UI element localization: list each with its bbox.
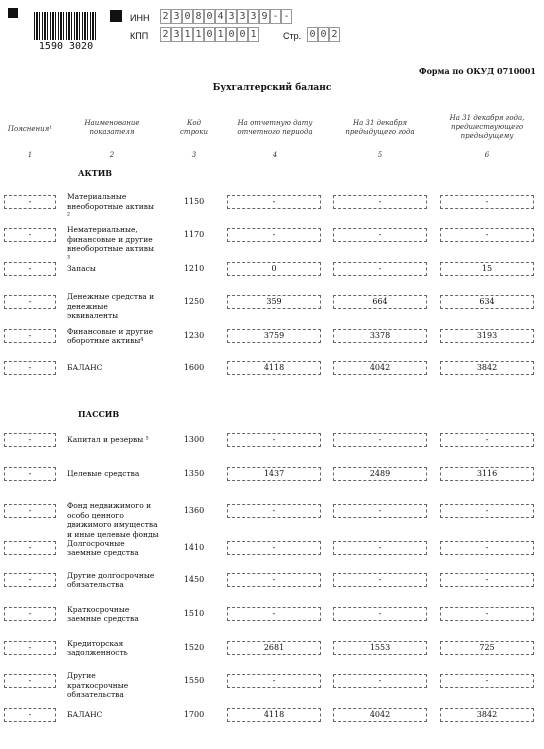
value-current: -: [227, 607, 321, 621]
row-name: Фонд недвижимого и особо ценного движимого имущества и иные целевые фонды: [67, 501, 159, 539]
row-name: Целевые средства: [67, 469, 140, 479]
row-code: 1510: [183, 609, 205, 618]
value-prev: -: [333, 228, 427, 242]
row-name: Запасы: [67, 264, 96, 274]
value-prev: 664: [333, 295, 427, 309]
row-code: 1250: [183, 297, 205, 306]
inn-digit: 0: [182, 9, 193, 24]
value-prev2: -: [440, 504, 534, 518]
col-header-notes: Пояснения¹: [7, 125, 53, 133]
note-cell: -: [4, 195, 56, 209]
row-name: Финансовые и другие оборотные активы⁴: [67, 326, 154, 345]
note-cell: -: [4, 607, 56, 621]
value-current: -: [227, 674, 321, 688]
row-code: 1230: [183, 331, 205, 340]
section-liabilities: ПАССИВ: [78, 409, 120, 419]
col-header-prev: На 31 декабря предыдущего года: [345, 119, 415, 136]
row-name: Капитал и резервы ⁵: [67, 435, 149, 445]
note-cell: -: [4, 504, 56, 518]
value-prev2: 634: [440, 295, 534, 309]
col-header-name: Наименование показателя: [84, 119, 140, 136]
value-prev2: -: [440, 674, 534, 688]
inn-digit: 2: [160, 9, 171, 24]
row-code: 1520: [183, 643, 205, 652]
value-prev: -: [333, 433, 427, 447]
value-current: 1437: [227, 467, 321, 481]
inn-digit: -: [270, 9, 281, 24]
value-prev2: -: [440, 573, 534, 587]
value-prev: -: [333, 674, 427, 688]
page-label: Стр.: [283, 31, 302, 41]
inn-digit: 3: [226, 9, 237, 24]
row-code: 1360: [183, 506, 205, 515]
kpp-digit: 0: [226, 27, 237, 42]
col-number-5: 5: [377, 151, 383, 159]
page-digit: 2: [329, 27, 340, 42]
corner-marker-right: [110, 10, 122, 22]
value-prev2: 3193: [440, 329, 534, 343]
value-prev: 1553: [333, 641, 427, 655]
row-code: 1210: [183, 264, 205, 273]
row-code: 1700: [183, 710, 205, 719]
inn-digit: 0: [204, 9, 215, 24]
col-header-prev2: На 31 декабря года, предшествующего предыдущему: [449, 114, 525, 140]
row-name: БАЛАНС: [67, 710, 103, 720]
value-prev: 4042: [333, 708, 427, 722]
row-code: 1410: [183, 543, 205, 552]
row-name: Другие долгосрочные обязательства: [67, 570, 155, 589]
col-number-3: 3: [191, 151, 197, 159]
inn-digit: 3: [171, 9, 182, 24]
note-cell: -: [4, 708, 56, 722]
value-prev: 2489: [333, 467, 427, 481]
kpp-digit: 0: [237, 27, 248, 42]
value-current: 2681: [227, 641, 321, 655]
value-current: 4118: [227, 708, 321, 722]
kpp-digit: 3: [171, 27, 182, 42]
value-prev2: 3116: [440, 467, 534, 481]
value-prev2: 15: [440, 262, 534, 276]
note-cell: -: [4, 329, 56, 343]
kpp-digit: 2: [160, 27, 171, 42]
col-number-1: 1: [27, 151, 33, 159]
col-header-code: Код строки: [180, 119, 208, 136]
value-current: 4118: [227, 361, 321, 375]
value-prev: -: [333, 607, 427, 621]
note-cell: -: [4, 573, 56, 587]
col-number-6: 6: [484, 151, 490, 159]
note-cell: -: [4, 467, 56, 481]
row-name: Долгосрочные заемные средства: [67, 538, 139, 557]
value-prev: 3378: [333, 329, 427, 343]
inn-digit: 8: [193, 9, 204, 24]
row-code: 1350: [183, 469, 205, 478]
value-prev2: 725: [440, 641, 534, 655]
row-name: Материальные внеоборотные активы ²: [67, 192, 154, 220]
value-current: 3759: [227, 329, 321, 343]
inn-digit: 3: [248, 9, 259, 24]
kpp-digit: 1: [215, 27, 226, 42]
corner-marker-left: [8, 8, 18, 18]
page-title: Бухгалтерский баланс: [212, 83, 332, 93]
note-cell: -: [4, 361, 56, 375]
value-current: -: [227, 228, 321, 242]
value-current: -: [227, 504, 321, 518]
value-current: -: [227, 573, 321, 587]
value-current: -: [227, 433, 321, 447]
inn-digit: 4: [215, 9, 226, 24]
row-name: Кредиторская задолженность: [67, 638, 128, 657]
kpp-digit: 1: [248, 27, 259, 42]
kpp-digit: 0: [204, 27, 215, 42]
row-code: 1300: [183, 435, 205, 444]
note-cell: -: [4, 228, 56, 242]
form-code: Форма по ОКУД 0710001: [418, 66, 536, 76]
page-digit: 0: [307, 27, 318, 42]
value-prev2: -: [440, 433, 534, 447]
inn-label: ИНН: [130, 13, 150, 23]
col-number-2: 2: [109, 151, 115, 159]
note-cell: -: [4, 674, 56, 688]
note-cell: -: [4, 433, 56, 447]
value-prev2: 3842: [440, 708, 534, 722]
value-current: -: [227, 195, 321, 209]
value-prev2: -: [440, 228, 534, 242]
inn-digit: -: [281, 9, 292, 24]
row-code: 1550: [183, 676, 205, 685]
value-prev2: 3842: [440, 361, 534, 375]
row-name: БАЛАНС: [67, 363, 103, 373]
value-current: -: [227, 541, 321, 555]
barcode-number: 1590 3020: [38, 41, 94, 52]
row-code: 1600: [183, 363, 205, 372]
section-assets: АКТИВ: [78, 168, 113, 178]
value-prev2: -: [440, 607, 534, 621]
note-cell: -: [4, 262, 56, 276]
note-cell: -: [4, 641, 56, 655]
value-current: 359: [227, 295, 321, 309]
row-name: Денежные средства и денежные эквиваленты: [67, 292, 155, 320]
page-digit: 0: [318, 27, 329, 42]
value-prev: -: [333, 195, 427, 209]
note-cell: -: [4, 295, 56, 309]
value-prev: -: [333, 504, 427, 518]
value-current: 0: [227, 262, 321, 276]
row-code: 1450: [183, 575, 205, 584]
row-name: Другие краткосрочные обязательства: [67, 671, 129, 699]
col-header-current: На отчетную дату отчетного периода: [237, 119, 313, 136]
inn-digit: 3: [237, 9, 248, 24]
value-prev2: -: [440, 195, 534, 209]
row-name: Краткосрочные заемные средства: [67, 604, 139, 623]
col-number-4: 4: [272, 151, 278, 159]
kpp-label: КПП: [130, 31, 149, 41]
kpp-digit: 1: [193, 27, 204, 42]
row-code: 1170: [183, 230, 205, 239]
inn-digit: 9: [259, 9, 270, 24]
note-cell: -: [4, 541, 56, 555]
row-name: Нематериальные, финансовые и другие внеоборотные активы ³: [67, 225, 154, 263]
value-prev: -: [333, 573, 427, 587]
value-prev: -: [333, 541, 427, 555]
value-prev: -: [333, 262, 427, 276]
kpp-digit: 1: [182, 27, 193, 42]
row-code: 1150: [183, 197, 205, 206]
value-prev2: -: [440, 541, 534, 555]
barcode: [34, 12, 98, 40]
value-prev: 4042: [333, 361, 427, 375]
